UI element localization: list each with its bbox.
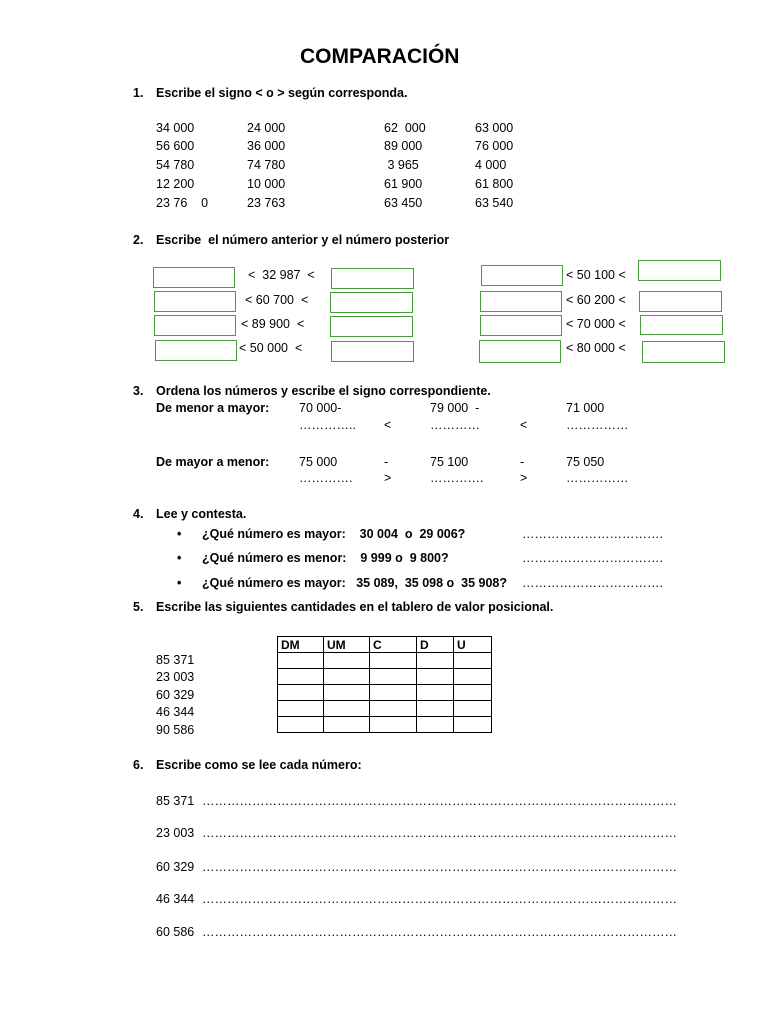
answer-dots: …………………………………………………………………………………………………… [202,826,677,840]
answer-dots: …………………………………………………………………………………………………… [202,860,677,874]
order-label-ascending: De menor a mayor: [156,401,270,415]
section-5-heading: Escribe las siguientes cantidades en el tablero de valor posicional. [156,600,554,614]
table-cell[interactable] [417,653,454,669]
section-4-number: 4. [133,507,144,521]
place-value-number: 90 586 [156,723,195,737]
table-cell[interactable] [324,717,370,733]
table-cell[interactable] [278,701,324,717]
header-d: D [417,637,454,653]
question-text: ¿Qué número es mayor: 30 004 o 29 006? [202,527,466,541]
section-5-number: 5. [133,600,144,614]
pair-value: 34 000 [156,121,195,135]
answer-box-previous[interactable] [480,291,562,312]
section-4-heading: Lee y contesta. [156,507,247,521]
table-cell[interactable] [454,717,492,733]
answer-box-next[interactable] [638,260,721,281]
answer-box-next[interactable] [330,316,413,337]
bullet-icon: • [177,551,182,565]
answer-box-previous[interactable] [480,315,562,336]
section-2-number: 2. [133,233,144,247]
table-header-row [278,637,492,653]
table-cell[interactable] [324,669,370,685]
table-row [278,653,492,669]
order-sign: > [384,471,392,485]
bullet-icon: • [177,527,182,541]
place-value-number: 60 329 [156,688,195,702]
table-cell[interactable] [454,653,492,669]
number-range-label: < 80 000 < [566,341,626,355]
section-3-number: 3. [133,384,144,398]
table-cell[interactable] [454,669,492,685]
pair-value: 62 000 [384,121,426,135]
table-cell[interactable] [278,685,324,701]
answer-dots: …………. [299,471,353,485]
pair-value: 23 76 0 [156,196,209,210]
number-range-label: < 50 000 < [239,341,303,355]
read-number: 23 003 [156,826,195,840]
answer-dots: …………………………………………………………………………………………………… [202,892,677,906]
pair-value: 54 780 [156,158,195,172]
table-cell[interactable] [278,653,324,669]
section-1-heading: Escribe el signo < o > según corresponda. [156,86,408,100]
order-dash: - [520,455,525,469]
order-sign: < [520,418,528,432]
table-row [278,701,492,717]
order-sign: > [520,471,528,485]
table-cell[interactable] [370,653,417,669]
table-cell[interactable] [278,717,324,733]
number-range-label: < 60 200 < [566,293,626,307]
order-number: 71 000 [566,401,605,415]
read-number: 85 371 [156,794,195,808]
answer-dots: …………………………………………………………………………………………………… [202,925,677,939]
read-number: 60 329 [156,860,195,874]
read-number: 60 586 [156,925,195,939]
pair-value: 61 800 [475,177,514,191]
place-value-number: 46 344 [156,705,195,719]
table-cell[interactable] [370,685,417,701]
number-range-label: < 32 987 < [248,268,315,282]
question-text: ¿Qué número es menor: 9 999 o 9 800? [202,551,449,565]
answer-box-previous[interactable] [479,340,561,363]
pair-value: 89 000 [384,139,423,153]
answer-box-next[interactable] [331,268,414,289]
answer-dots: …………… [566,418,629,432]
table-cell[interactable] [324,685,370,701]
section-2-heading: Escribe el número anterior y el número posterior [156,233,450,247]
question-text: ¿Qué número es mayor: 35 089, 35 098 o 35 908? [202,576,508,590]
answer-box-next[interactable] [642,341,725,363]
pair-value: 63 000 [475,121,514,135]
pair-value: 61 900 [384,177,423,191]
table-cell[interactable] [370,717,417,733]
table-cell[interactable] [417,669,454,685]
answer-dots: …………… [566,471,629,485]
header-u: U [454,637,492,653]
order-number: 79 000 - [430,401,480,415]
table-cell[interactable] [324,653,370,669]
answer-dots: ……………………………. [522,576,663,590]
answer-box-next[interactable] [640,315,723,335]
order-number: 75 100 [430,455,469,469]
header-c: C [370,637,417,653]
pair-value: 10 000 [247,177,286,191]
answer-box-previous[interactable] [481,265,563,286]
pair-value: 23 763 [247,196,286,210]
answer-box-previous[interactable] [153,267,235,288]
section-3-heading: Ordena los números y escribe el signo correspondiente. [156,384,491,398]
pair-value: 4 000 [475,158,507,172]
order-number: 75 000 [299,455,338,469]
pair-value: 3 965 [384,158,419,172]
table-cell[interactable] [454,685,492,701]
pair-value: 74 780 [247,158,286,172]
answer-box-previous[interactable] [154,315,236,336]
bullet-icon: • [177,576,182,590]
order-number: 75 050 [566,455,605,469]
header-dm: DM [278,637,324,653]
page-title: COMPARACIÓN [300,45,460,68]
answer-dots: ………… [430,418,480,432]
answer-dots: ………….. [299,418,356,432]
header-um: UM [324,637,370,653]
answer-box-next[interactable] [331,341,414,362]
table-cell[interactable] [324,701,370,717]
pair-value: 56 600 [156,139,195,153]
order-sign: < [384,418,392,432]
place-value-table [277,636,492,733]
number-range-label: < 60 700 < [245,293,309,307]
table-cell[interactable] [417,701,454,717]
answer-dots: ……………………………. [522,527,663,541]
table-row [278,717,492,733]
pair-value: 12 200 [156,177,195,191]
answer-box-previous[interactable] [154,291,236,312]
place-value-number: 85 371 [156,653,195,667]
number-range-label: < 70 000 < [566,317,626,331]
table-row [278,685,492,701]
answer-box-next[interactable] [330,292,413,313]
pair-value: 24 000 [247,121,286,135]
table-cell[interactable] [278,669,324,685]
answer-box-previous[interactable] [155,340,237,361]
order-dash: - [384,455,389,469]
section-6-heading: Escribe como se lee cada número: [156,758,362,772]
order-number: 70 000- [299,401,342,415]
table-cell[interactable] [370,701,417,717]
table-row [278,669,492,685]
section-1-number: 1. [133,86,144,100]
place-value-number: 23 003 [156,670,195,684]
answer-dots: ……………………………. [522,551,663,565]
answer-dots: …………. [430,471,484,485]
table-cell[interactable] [417,685,454,701]
table-cell[interactable] [370,669,417,685]
order-label-descending: De mayor a menor: [156,455,270,469]
answer-box-next[interactable] [639,291,722,312]
table-cell[interactable] [454,701,492,717]
pair-value: 36 000 [247,139,286,153]
number-range-label: < 50 100 < [566,268,626,282]
number-range-label: < 89 900 < [241,317,305,331]
table-cell[interactable] [417,717,454,733]
pair-value: 63 540 [475,196,514,210]
pair-value: 76 000 [475,139,514,153]
section-6-number: 6. [133,758,144,772]
read-number: 46 344 [156,892,195,906]
pair-value: 63 450 [384,196,423,210]
answer-dots: …………………………………………………………………………………………………… [202,794,677,808]
